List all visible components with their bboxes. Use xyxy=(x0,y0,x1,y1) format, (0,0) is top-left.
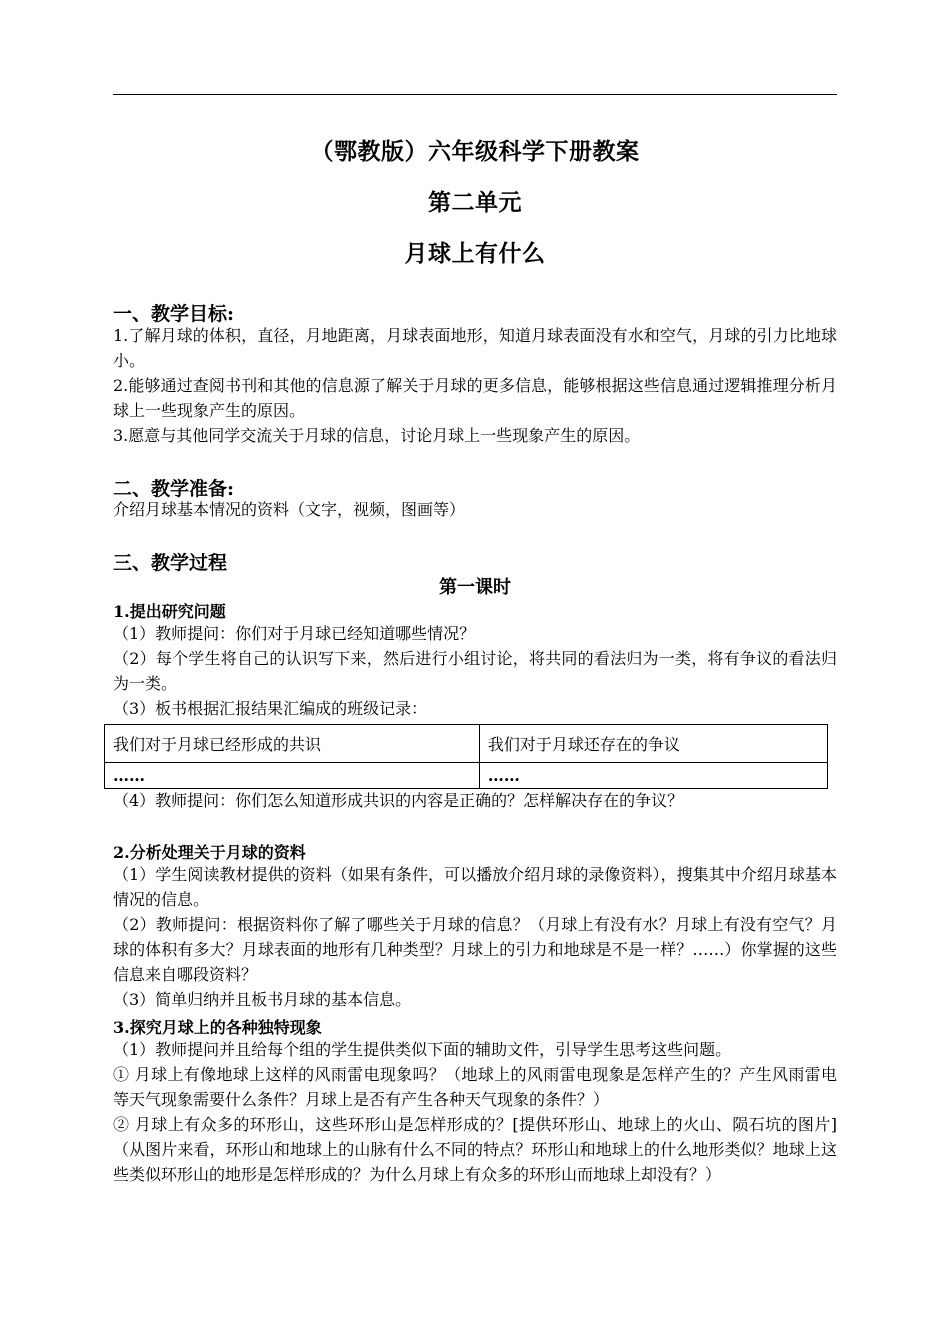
goal-item-1: 1.了解月球的体积，直径，月地距离，月球表面地形，知道月球表面没有水和空气，月球的引力比地球小。 xyxy=(113,326,837,370)
step2-para-1: （1）学生阅读教材提供的资料（如果有条件，可以播放介绍月球的录像资料），搜集其中介绍月球基本情况的信息。 xyxy=(113,865,837,909)
step2-para-2: （2）教师提问：根据资料你了解了哪些关于月球的信息？（月球上有没有水？月球上有没有空气？月球的体积有多大？月球表面的地形有几种类型？月球上的引力和地球是不是一样？……）你掌握的这些信息来自哪段资料？ xyxy=(113,915,837,984)
step1-para-4: （4）教师提问：你们怎么知道形成共识的内容是正确的？怎样解决存在的争议？ xyxy=(113,791,684,810)
consensus-header: 我们对于月球已经形成的共识 xyxy=(105,725,480,763)
lesson-title: 月球上有什么 xyxy=(404,240,546,267)
table-row xyxy=(105,763,828,789)
dispute-header: 我们对于月球还存在的争议 xyxy=(479,725,827,763)
step1-para-3: （3）板书根据汇报结果汇编成的班级记录： xyxy=(113,699,428,718)
header-rule xyxy=(113,94,837,95)
goal-item-3: 3.愿意与其他同学交流关于月球的信息，讨论月球上一些现象产生的原因。 xyxy=(113,426,641,445)
step3-heading: 3.探究月球上的各种独特现象 xyxy=(113,1018,322,1037)
unit-title: 第二单元 xyxy=(428,189,522,216)
step3-para-1: （1）教师提问并且给每个组的学生提供类似下面的辅助文件，引导学生思考这些问题。 xyxy=(113,1040,732,1059)
document-title: （鄂教版）六年级科学下册教案 xyxy=(310,138,640,165)
dispute-cell: …… xyxy=(479,763,827,789)
period-heading: 第一课时 xyxy=(439,577,511,598)
goals-heading: 一、教学目标: xyxy=(113,303,235,325)
table-row xyxy=(105,725,828,763)
goal-item-2: 2.能够通过查阅书刊和其他的信息源了解关于月球的更多信息，能够根据这些信息通过逻辑推理分析月球上一些现象产生的原因。 xyxy=(113,376,837,420)
step2-para-3: （3）简单归纳并且板书月球的基本信息。 xyxy=(113,990,412,1009)
step3-para-3: ② 月球上有众多的环形山，这些环形山是怎样形成的？[提供环形山、地球上的火山、陨石坑的图片]（从图片来看，环形山和地球上的山脉有什么不同的特点？环形山和地球上的什么地形类似？地球上这些类似环形山的地形是怎样形成的？为什么月球上有众多的环形山而地球上却没有？） xyxy=(113,1115,837,1184)
class-record-table xyxy=(104,724,828,789)
prep-text: 介绍月球基本情况的资料（文字，视频，图画等） xyxy=(113,500,466,519)
step3-para-2: ① 月球上有像地球上这样的风雨雷电现象吗？（地球上的风雨雷电现象是怎样产生的？产生风雨雷电等天气现象需要什么条件？月球上是否有产生各种天气现象的条件？） xyxy=(113,1065,837,1109)
step1-heading: 1.提出研究问题 xyxy=(113,602,226,621)
step1-para-1: （1）教师提问：你们对于月球已经知道哪些情况？ xyxy=(113,624,476,643)
step1-para-2: （2）每个学生将自己的认识写下来，然后进行小组讨论，将共同的看法归为一类，将有争议的看法归为一类。 xyxy=(113,649,837,693)
consensus-cell: …… xyxy=(105,763,480,789)
prep-heading: 二、教学准备: xyxy=(113,478,235,500)
process-heading: 三、教学过程 xyxy=(113,552,228,574)
step2-heading: 2.分析处理关于月球的资料 xyxy=(113,843,306,862)
